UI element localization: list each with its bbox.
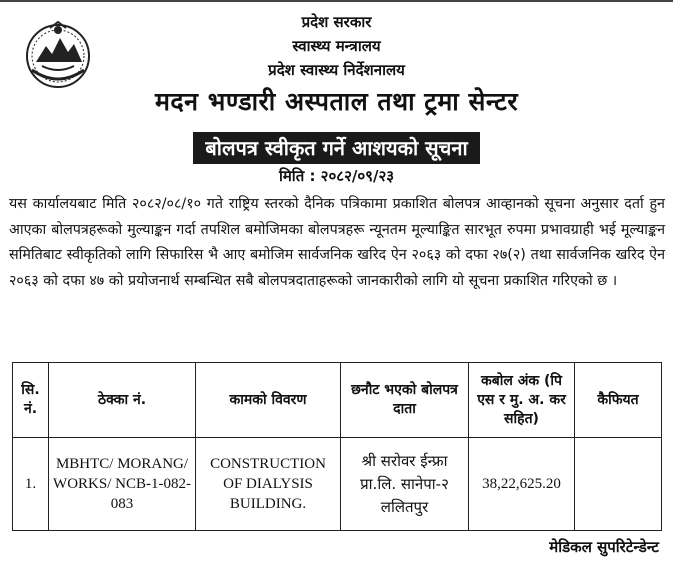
cell-bid-amount: 38,22,625.20 [469, 438, 575, 531]
cell-work-description: CONSTRUCTION OF DIALYSIS BUILDING. [196, 438, 341, 531]
header-province-government: प्रदेश सरकार [301, 13, 372, 31]
cell-selected-bidder: श्री सरोवर ईन्फ्रा प्रा.लि. सानेपा-२ ललितपुर [341, 438, 469, 531]
header-bid-amount: कबोल अंक (पि एस र मु. अ. कर सहित) [469, 363, 575, 438]
header-work-description: कामको विवरण [196, 363, 341, 438]
table-header-row [13, 363, 662, 438]
header-ministry: स्वास्थ्य मन्त्रालय [292, 37, 381, 55]
cell-sn: 1. [13, 438, 49, 531]
cell-contract-no: MBHTC/ MORANG/ WORKS/ NCB-1-082-083 [49, 438, 196, 531]
header-contract-no: ठेक्का नं. [49, 363, 196, 438]
cell-remarks [575, 438, 662, 531]
header-selected-bidder: छनौट भएको बोलपत्र दाता [341, 363, 469, 438]
header-sn: सि. नं. [13, 363, 49, 438]
notice-title-wrap [0, 132, 673, 164]
table-row [13, 438, 662, 531]
header-remarks: कैफियत [575, 363, 662, 438]
top-border [0, 0, 673, 2]
tender-table [12, 362, 662, 531]
header-directorate: प्रदेश स्वास्थ्य निर्देशनालय [268, 61, 405, 79]
notice-title: बोलपत्र स्वीकृत गर्ने आशयको सूचना [193, 132, 479, 164]
signatory: मेडिकल सुपरिटेन्डेन्ट [549, 538, 659, 556]
hospital-name: मदन भण्डारी अस्पताल तथा ट्रमा सेन्टर [154, 87, 519, 116]
notice-body: यस कार्यालयबाट मिति २०८२/०८/१० गते राष्ट्रिय स्तरको दैनिक पत्रिकामा प्रकाशित बोलपत्र आव्हानको सूचना अनुसार दर्ता हुन आएका बोलपत्रहरूको मुल्याङ्कन गर्दा तपशिल बमोजिमका बोलपत्रहरू न्यूनतम मूल्याङ्कित सारभूत रुपमा प्रभावग्राही भई मूल्याङ्कन समितिबाट स्वीकृतिको लागि सिफारिस भै आए बमोजिम सार्वजनिक खरिद ऐन २०६३ को दफा २७(२) तथा सार्वजनिक खरिद ऐन २०६३ को दफा ४७ को प्रयोजनार्थ सम्बन्धित सबै बोलपत्रदाताहरूको जानकारीको लागि यो सूचना प्रकाशित गरिएको छ । [9, 196, 665, 289]
notice-date: मिति : २०८२/०९/२३ [278, 167, 395, 185]
